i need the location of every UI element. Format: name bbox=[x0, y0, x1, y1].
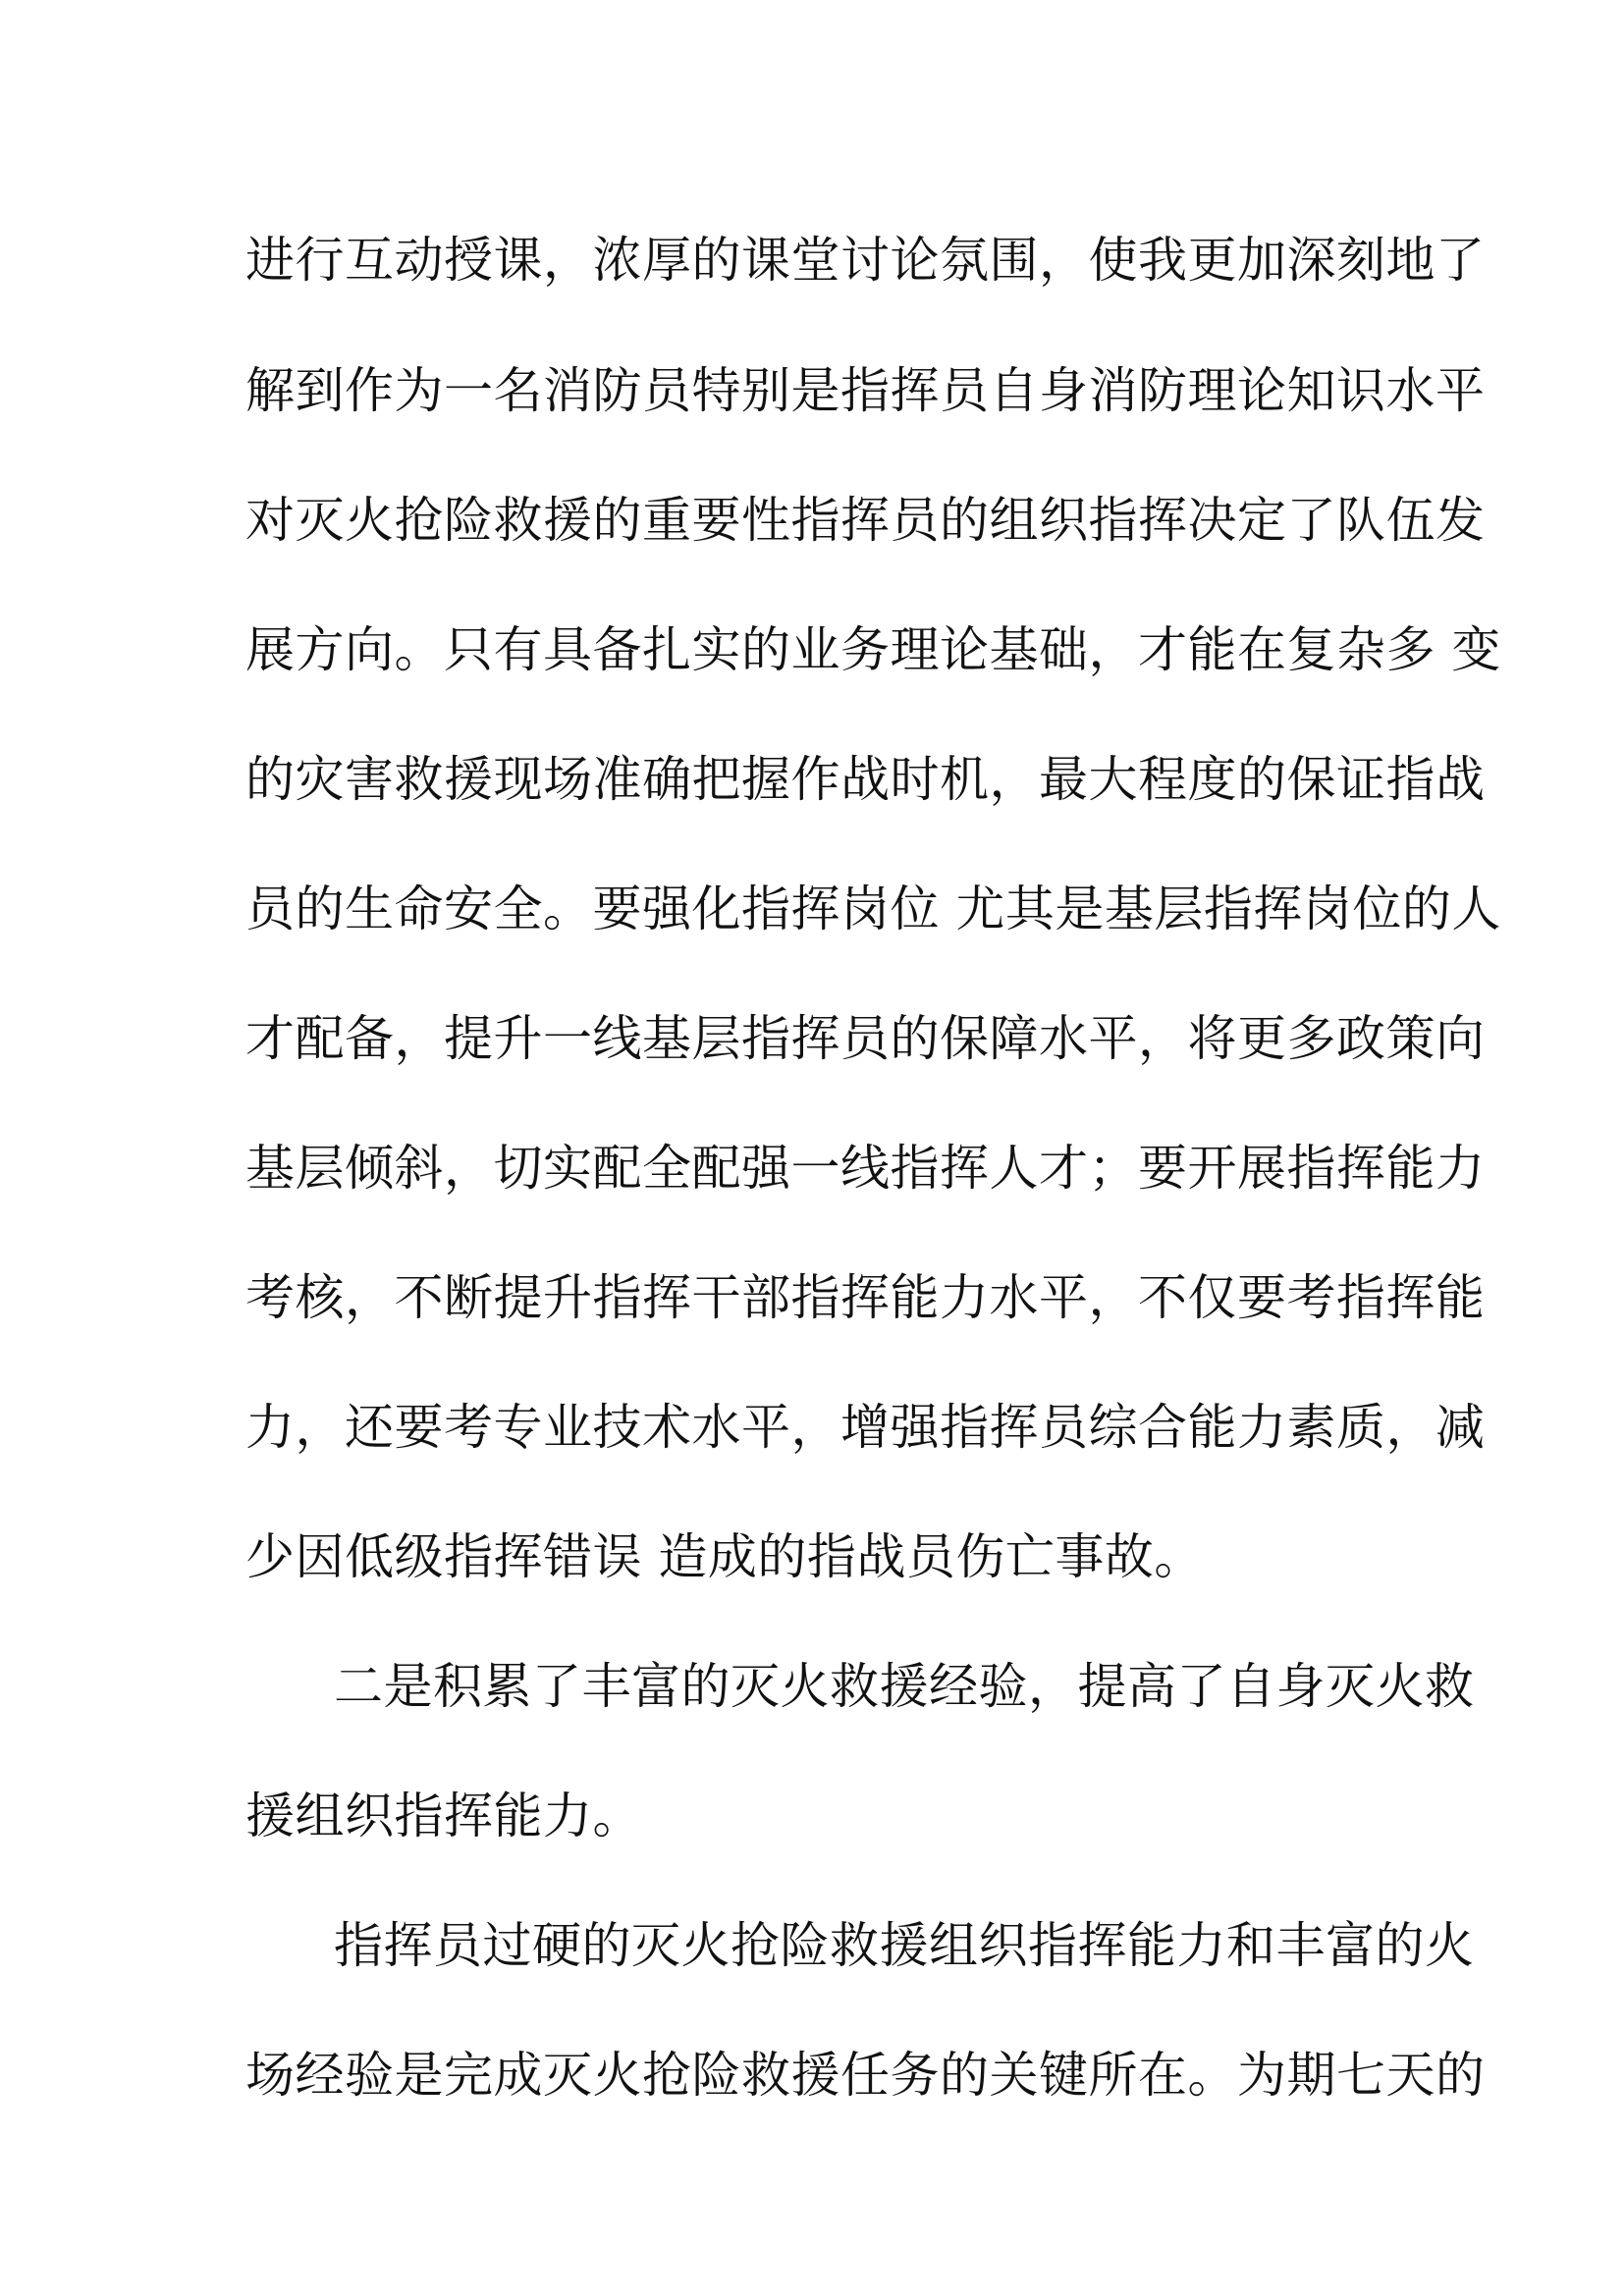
paragraph-1-line-8: 基层倾斜，切实配全配强一线指挥人才；要开展指挥能力 bbox=[245, 1140, 1486, 1197]
paragraph-3-line-1: 指挥员过硬的灭火抢险救援组织指挥能力和丰富的火 bbox=[334, 1917, 1475, 1974]
paragraph-1-line-1: 进行互动授课，浓厚的课堂讨论氛围，使我更加深刻地了 bbox=[245, 232, 1486, 289]
paragraph-2-line-1: 二是积累了丰富的灭火救援经验，提高了自身灭火救 bbox=[334, 1658, 1475, 1715]
paragraph-1-line-4: 展方向。只有具备扎实的业务理论基础，才能在复杂多 变 bbox=[245, 621, 1501, 678]
paragraph-1-line-10: 力，还要考专业技术水平，增强指挥员综合能力素质，减 bbox=[245, 1399, 1486, 1456]
paragraph-1-line-2: 解到作为一名消防员特别是指挥员自身消防理论知识水平 bbox=[245, 362, 1486, 419]
paragraph-1-line-3: 对灭火抢险救援的重要性指挥员的组织指挥决定了队伍发 bbox=[245, 492, 1486, 549]
paragraph-2-line-2: 援组织指挥能力。 bbox=[245, 1788, 642, 1844]
paragraph-1-line-9: 考核，不断提升指挥干部指挥能力水平，不仅要考指挥能 bbox=[245, 1269, 1486, 1326]
paragraph-1-line-6: 员的生命安全。要强化指挥岗位 尤其是基层指挥岗位的人 bbox=[245, 881, 1501, 937]
paragraph-3-line-2: 场经验是完成灭火抢险救援任务的关键所在。为期七天的 bbox=[245, 2047, 1486, 2104]
paragraph-1-line-5: 的灾害救援现场准确把握作战时机，最大程度的保证指战 bbox=[245, 751, 1486, 808]
paragraph-1-line-7: 才配备，提升一线基层指挥员的保障水平，将更多政策向 bbox=[245, 1010, 1486, 1067]
paragraph-1-line-11: 少因低级指挥错误 造成的指战员伤亡事故。 bbox=[245, 1528, 1204, 1585]
